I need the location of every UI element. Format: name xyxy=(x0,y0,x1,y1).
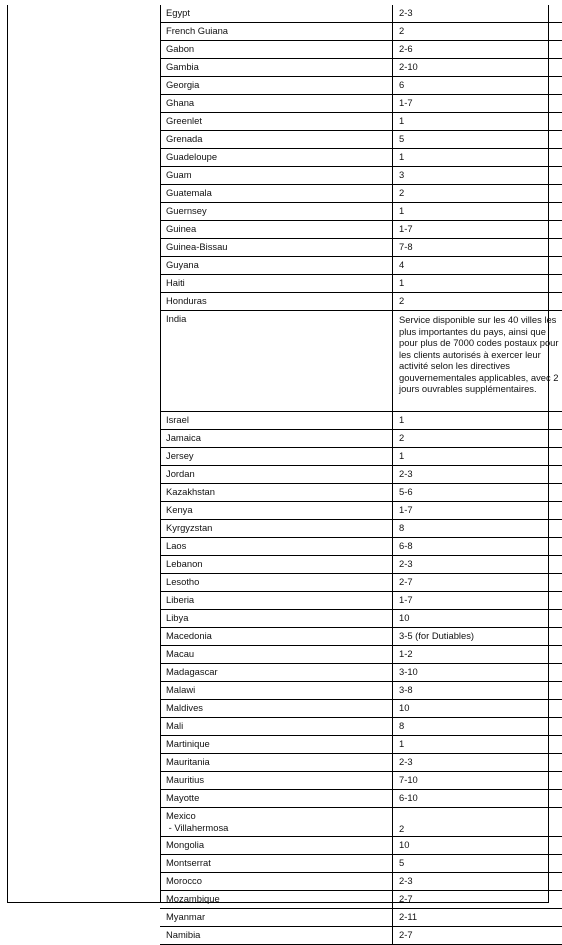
transit-days-cell: 1-7 xyxy=(393,95,562,113)
table-row xyxy=(160,790,562,808)
transit-days-cell: 3 xyxy=(393,167,562,185)
country-cell: Gambia xyxy=(160,59,393,77)
country-cell: Mali xyxy=(160,718,393,736)
table-row xyxy=(160,239,562,257)
country-cell: Jersey xyxy=(160,448,393,466)
transit-days-cell: 7-8 xyxy=(393,239,562,257)
transit-days-cell: 1 xyxy=(393,275,562,293)
transit-days-cell: 2-3 xyxy=(393,556,562,574)
transit-times-table-frame xyxy=(7,5,549,903)
country-cell: Kazakhstan xyxy=(160,484,393,502)
table-row xyxy=(160,5,562,23)
table-row xyxy=(160,95,562,113)
country-cell: Montserrat xyxy=(160,855,393,873)
country-cell: Egypt xyxy=(160,5,393,23)
table-row xyxy=(160,772,562,790)
table-row xyxy=(160,538,562,556)
country-cell: Kyrgyzstan xyxy=(160,520,393,538)
country-cell: Lesotho xyxy=(160,574,393,592)
table-row xyxy=(160,484,562,502)
country-cell: Liberia xyxy=(160,592,393,610)
table-row xyxy=(160,520,562,538)
transit-days-cell: 6-8 xyxy=(393,538,562,556)
table-row xyxy=(160,808,562,837)
country-cell: Laos xyxy=(160,538,393,556)
table-row xyxy=(160,41,562,59)
transit-days-cell: 2-3 xyxy=(393,5,562,23)
transit-days-cell: 10 xyxy=(393,837,562,855)
transit-days-cell: 2 xyxy=(393,430,562,448)
country-cell: Namibia xyxy=(160,927,393,945)
country-cell: Mexico - Villahermosa xyxy=(160,808,393,837)
transit-days-cell: 2-10 xyxy=(393,59,562,77)
country-cell: Madagascar xyxy=(160,664,393,682)
table-row xyxy=(160,203,562,221)
country-cell: Gabon xyxy=(160,41,393,59)
transit-days-cell: 1 xyxy=(393,736,562,754)
table-row xyxy=(160,293,562,311)
transit-days-cell: 2 xyxy=(393,293,562,311)
table-row xyxy=(160,592,562,610)
table-row xyxy=(160,837,562,855)
table-row xyxy=(160,412,562,430)
country-cell: Macedonia xyxy=(160,628,393,646)
table-row xyxy=(160,718,562,736)
table-row xyxy=(160,311,562,412)
transit-days-cell: 2-3 xyxy=(393,466,562,484)
table-row xyxy=(160,909,562,927)
table-row xyxy=(160,275,562,293)
country-cell: Mongolia xyxy=(160,837,393,855)
country-cell: Guernsey xyxy=(160,203,393,221)
table-row xyxy=(160,556,562,574)
country-cell: Honduras xyxy=(160,293,393,311)
transit-days-cell: 4 xyxy=(393,257,562,275)
transit-days-cell: Service disponible sur les 40 villes les plus importantes du pays, ainsi que pour plus de 7000 codes postaux pour les clients autorisés à exercer leur activité selon les directives gouvernementales applicables, avec 2 jours ouvrables supplémentaires. xyxy=(393,311,562,412)
table-row xyxy=(160,257,562,275)
transit-days-cell: 6 xyxy=(393,77,562,95)
transit-days-cell: 1 xyxy=(393,412,562,430)
table-row xyxy=(160,430,562,448)
table-row xyxy=(160,610,562,628)
country-cell: Guam xyxy=(160,167,393,185)
transit-days-cell: 10 xyxy=(393,610,562,628)
table-row xyxy=(160,855,562,873)
transit-times-table xyxy=(160,5,562,945)
table-row xyxy=(160,682,562,700)
transit-days-cell: 2 xyxy=(393,808,562,837)
table-row xyxy=(160,628,562,646)
transit-days-cell: 2-7 xyxy=(393,574,562,592)
transit-days-cell: 2-7 xyxy=(393,927,562,945)
table-row xyxy=(160,574,562,592)
country-cell: Georgia xyxy=(160,77,393,95)
country-cell: Morocco xyxy=(160,873,393,891)
country-cell: Kenya xyxy=(160,502,393,520)
table-row xyxy=(160,466,562,484)
table-row xyxy=(160,646,562,664)
country-cell: Jamaica xyxy=(160,430,393,448)
country-cell: French Guiana xyxy=(160,23,393,41)
country-cell: Guinea xyxy=(160,221,393,239)
transit-days-cell: 5 xyxy=(393,131,562,149)
transit-days-cell: 1-7 xyxy=(393,592,562,610)
transit-days-cell: 10 xyxy=(393,700,562,718)
table-row xyxy=(160,873,562,891)
country-cell: Guatemala xyxy=(160,185,393,203)
transit-days-cell: 2-3 xyxy=(393,873,562,891)
table-row xyxy=(160,502,562,520)
transit-days-cell: 1-7 xyxy=(393,502,562,520)
country-cell: Maldives xyxy=(160,700,393,718)
table-row xyxy=(160,149,562,167)
table-row xyxy=(160,185,562,203)
country-cell: Myanmar xyxy=(160,909,393,927)
table-row xyxy=(160,167,562,185)
country-cell: Lebanon xyxy=(160,556,393,574)
transit-days-cell: 2-6 xyxy=(393,41,562,59)
transit-days-cell: 1-2 xyxy=(393,646,562,664)
table-row xyxy=(160,664,562,682)
table-row xyxy=(160,700,562,718)
country-cell: Ghana xyxy=(160,95,393,113)
transit-days-cell: 1 xyxy=(393,113,562,131)
country-cell: Mayotte xyxy=(160,790,393,808)
transit-days-cell: 2-3 xyxy=(393,754,562,772)
table-row xyxy=(160,131,562,149)
country-cell: Mauritius xyxy=(160,772,393,790)
transit-days-cell: 1 xyxy=(393,203,562,221)
transit-days-cell: 1 xyxy=(393,149,562,167)
transit-days-cell: 2 xyxy=(393,185,562,203)
country-cell: Grenada xyxy=(160,131,393,149)
country-cell: Mozambique xyxy=(160,891,393,909)
transit-days-cell: 5-6 xyxy=(393,484,562,502)
country-cell: Malawi xyxy=(160,682,393,700)
country-cell: Israel xyxy=(160,412,393,430)
country-cell: Guadeloupe xyxy=(160,149,393,167)
transit-days-cell: 7-10 xyxy=(393,772,562,790)
transit-days-cell: 2 xyxy=(393,23,562,41)
transit-days-cell: 3-10 xyxy=(393,664,562,682)
table-row xyxy=(160,23,562,41)
country-cell: Macau xyxy=(160,646,393,664)
table-row xyxy=(160,736,562,754)
table-row xyxy=(160,891,562,909)
table-row xyxy=(160,754,562,772)
country-cell: India xyxy=(160,311,393,412)
table-row xyxy=(160,59,562,77)
country-cell: Libya xyxy=(160,610,393,628)
country-cell: Jordan xyxy=(160,466,393,484)
transit-days-cell: 1-7 xyxy=(393,221,562,239)
table-row xyxy=(160,77,562,95)
table-row xyxy=(160,113,562,131)
country-cell: Guinea-Bissau xyxy=(160,239,393,257)
country-cell: Greenlet xyxy=(160,113,393,131)
transit-days-cell: 8 xyxy=(393,718,562,736)
transit-days-cell: 5 xyxy=(393,855,562,873)
country-cell: Martinique xyxy=(160,736,393,754)
table-row xyxy=(160,448,562,466)
transit-days-cell: 2-7 xyxy=(393,891,562,909)
transit-days-cell: 3-5 (for Dutiables) xyxy=(393,628,562,646)
table-row xyxy=(160,221,562,239)
transit-days-cell: 3-8 xyxy=(393,682,562,700)
transit-days-cell: 1 xyxy=(393,448,562,466)
transit-days-cell: 8 xyxy=(393,520,562,538)
table-row xyxy=(160,927,562,945)
region-column-cell xyxy=(8,5,161,902)
country-cell: Mauritania xyxy=(160,754,393,772)
table-body xyxy=(160,5,562,945)
country-cell: Haiti xyxy=(160,275,393,293)
transit-days-cell: 6-10 xyxy=(393,790,562,808)
country-cell: Guyana xyxy=(160,257,393,275)
transit-days-cell: 2-11 xyxy=(393,909,562,927)
